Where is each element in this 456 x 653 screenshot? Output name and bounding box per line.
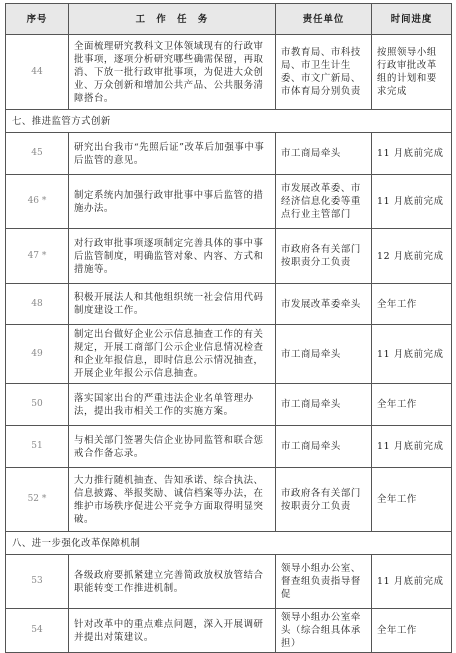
task-text: 大力推行随机抽查、告知承诺、综合执法、信息披露、举报奖励、诚信档案等办法，在维护市场秩序促进公平竞争方面取得明显突破。 (69, 468, 276, 532)
responsible-unit: 市发展改革委牵头 (276, 284, 372, 325)
task-text: 针对改革中的重点难点问题，深入开展调研并提出对策建议。 (69, 609, 276, 653)
table-row (6, 284, 452, 325)
responsible-unit: 市发展改革委、市经济信息化委等重点行业主管部门 (276, 175, 372, 229)
schedule: 全年工作 (372, 384, 452, 426)
row-number: 45 (6, 133, 69, 175)
schedule: 全年工作 (372, 609, 452, 653)
task-text: 全面梳理研究教科文卫体领域现有的行政审批事项，逐项分析研究哪些确需保留，再取消、下放一批行政审批事项，为促进大众创业、万众创新和增加公共产品、公共服务清障搭台。 (69, 35, 276, 110)
schedule: 11 月底前完成 (372, 426, 452, 468)
schedule: 11 月底前完成 (372, 325, 452, 384)
schedule: 全年工作 (372, 468, 452, 532)
responsible-unit: 领导小组办公室牵头（综合组具体承担） (276, 609, 372, 653)
schedule: 全年工作 (372, 284, 452, 325)
table-row (6, 384, 452, 426)
responsible-unit: 市政府各有关部门按职责分工负责 (276, 468, 372, 532)
row-number: 46 * (6, 175, 69, 229)
table-row (6, 555, 452, 609)
row-number: 44 (6, 35, 69, 110)
row-number: 52 * (6, 468, 69, 532)
table-row (6, 426, 452, 468)
responsible-unit: 市工商局牵头 (276, 325, 372, 384)
row-number: 50 (6, 384, 69, 426)
schedule: 11 月底前完成 (372, 133, 452, 175)
table-row (6, 175, 452, 229)
responsible-unit: 市教育局、市科技局、市卫生计生委、市文广新局、市体育局分别负责 (276, 35, 372, 110)
task-text: 制定出台做好企业公示信息抽查工作的有关规定，开展工商部门公示企业信息情况检查和企业年报信息，即时信息公示情况抽查，开展企业年报公示信息抽查。 (69, 325, 276, 384)
schedule: 按照领导小组行政审批改革组的计划和要求完成 (372, 35, 452, 110)
schedule: 11 月底前完成 (372, 175, 452, 229)
table-header-row (6, 4, 452, 35)
header-task: 工 作 任 务 (69, 4, 276, 35)
task-text: 对行政审批事项逐项制定完善具体的事中事后监管制度，明确监管对象、内容、方式和措施等。 (69, 229, 276, 284)
row-number: 54 (6, 609, 69, 653)
responsible-unit: 市工商局牵头 (276, 384, 372, 426)
row-number: 49 (6, 325, 69, 384)
responsible-unit: 市工商局牵头 (276, 133, 372, 175)
table-row (6, 229, 452, 284)
task-table (5, 3, 452, 653)
row-number: 48 (6, 284, 69, 325)
task-text: 研究出台我市“先照后证”改革后加强事中事后监管的意见。 (69, 133, 276, 175)
table-row (6, 133, 452, 175)
section-title: 七、推进监管方式创新 (6, 110, 452, 133)
table-row (6, 325, 452, 384)
row-number: 53 (6, 555, 69, 609)
task-text: 各级政府要抓紧建立完善简政放权放管结合职能转变工作推进机制。 (69, 555, 276, 609)
task-text: 落实国家出台的严重违法企业名单管理办法，提出我市相关工作的实施方案。 (69, 384, 276, 426)
task-text: 积极开展法人和其他组织统一社会信用代码制度建设工作。 (69, 284, 276, 325)
responsible-unit: 市政府各有关部门按职责分工负责 (276, 229, 372, 284)
header-time: 时间进度 (372, 4, 452, 35)
table-row (6, 609, 452, 653)
responsible-unit: 市工商局牵头 (276, 426, 372, 468)
table-row (6, 468, 452, 532)
schedule: 12 月底前完成 (372, 229, 452, 284)
header-unit: 责任单位 (276, 4, 372, 35)
section-title: 八、进一步强化改革保障机制 (6, 532, 452, 555)
task-text: 制定系统内加强行政审批事中事后监管的措施办法。 (69, 175, 276, 229)
row-number: 51 (6, 426, 69, 468)
table-row (6, 35, 452, 110)
task-text: 与相关部门签署失信企业协同监管和联合惩戒合作备忘录。 (69, 426, 276, 468)
section-row (6, 110, 452, 133)
responsible-unit: 领导小组办公室、督查组负责指导督促 (276, 555, 372, 609)
schedule: 11 月底前完成 (372, 555, 452, 609)
section-row (6, 532, 452, 555)
header-no: 序号 (6, 4, 69, 35)
row-number: 47 * (6, 229, 69, 284)
